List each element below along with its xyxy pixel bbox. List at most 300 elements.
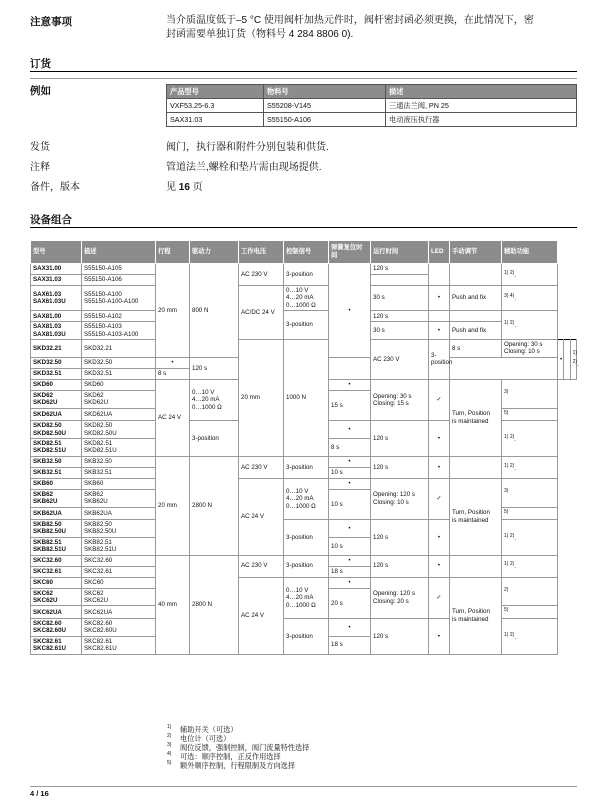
desc-line: SKB32.51 [84, 469, 112, 477]
notes-text: 管道法兰,螺栓和垫片需由现场提供. [166, 162, 322, 173]
desc-cell [82, 390, 156, 408]
desc-cell [82, 368, 156, 379]
desc-line: SKB62UA [84, 509, 112, 517]
signal-cell: 3-position [284, 618, 329, 654]
runtime-cell: 30 s [371, 286, 429, 311]
led-cell: ✓ [429, 577, 450, 618]
spring-cell: 20 s [329, 588, 371, 618]
aux-dot: . [514, 295, 517, 303]
model-line: SKB82.50 [33, 521, 62, 529]
signal-cell: 3-position [284, 311, 329, 340]
desc-line: SKC62U [84, 597, 109, 605]
spring-cell: • [329, 379, 371, 390]
runtime-cell: 120 s [190, 357, 239, 379]
table-row [31, 478, 577, 489]
desc-line: SKD32.51 [84, 370, 113, 378]
desc-line: S55150-A100-A100 [84, 298, 139, 306]
spring-cell: 10 s [329, 467, 371, 478]
model-cell [31, 311, 82, 322]
desc-line: SKB82.50 [84, 521, 112, 529]
desc-cell [82, 357, 156, 368]
desc-line: SKC62UA [84, 608, 113, 616]
aux-cell [502, 379, 558, 408]
led-cell [429, 264, 450, 286]
model-cell [31, 408, 82, 420]
signal-cell: 3-position [190, 421, 239, 457]
desc-line: SKD82.50U [84, 429, 117, 437]
model-cell [31, 606, 82, 618]
model-cell [31, 340, 82, 358]
desc-cell [82, 275, 156, 286]
led-cell [429, 311, 450, 322]
aux-dot: . [514, 271, 517, 279]
desc-line: S55150-A103 [84, 323, 122, 331]
model-line: SAX81.03U [33, 330, 66, 338]
device-table [30, 240, 577, 655]
model-cell [31, 636, 82, 654]
desc-cell [82, 379, 156, 390]
desc-line: SKC82.60 [84, 619, 113, 627]
cell-line: Turn, Position [452, 410, 490, 418]
runtime-cell: 120 s [371, 520, 429, 556]
desc-line: SKB62U [84, 498, 108, 506]
model-line: SKB32.51 [33, 469, 62, 477]
led-cell: ✓ [429, 379, 450, 420]
desc-cell [82, 478, 156, 489]
model-line: SKD60 [33, 381, 53, 389]
combinations-rule [30, 227, 577, 228]
signal-cell [284, 478, 329, 519]
cell-line: Closing: 10 s [504, 348, 540, 356]
aux-cell [502, 311, 558, 340]
model-line: SKC82.60U [33, 627, 67, 635]
cell-line: Opening: 30 s [373, 392, 412, 400]
cell-line: is maintained [452, 516, 489, 524]
spring-cell: • [329, 478, 371, 489]
aux-cell [502, 264, 558, 286]
runtime-cell [371, 275, 429, 286]
desc-line: SKD62UA [84, 410, 113, 418]
led-cell: ✓ [429, 478, 450, 519]
col-runtime: 运行时间 [371, 241, 429, 264]
desc-line: S55150-A103-A100 [84, 330, 139, 338]
led-cell: • [429, 286, 450, 311]
spring-cell: • [329, 456, 371, 467]
desc-line: S55150-A102 [84, 312, 122, 320]
table-row [31, 340, 577, 358]
runtime-cell [371, 577, 429, 618]
desc-line: SKB82.51U [84, 546, 117, 554]
led-cell: • [429, 618, 450, 654]
aux-cell [502, 286, 558, 311]
desc-cell [82, 489, 156, 507]
table-cell: 三通法兰阀, PN 25 [386, 99, 577, 113]
desc-cell [82, 636, 156, 654]
desc-line: SKC82.61U [84, 645, 117, 653]
model-line: SKD32.21 [33, 344, 62, 352]
model-line: SAX31.03 [33, 276, 62, 284]
desc-line: SKB32.50 [84, 458, 112, 466]
signal-cell [284, 286, 329, 311]
desc-line: SKD82.51 [84, 439, 113, 447]
led-cell: • [558, 340, 564, 380]
led-cell: • [429, 520, 450, 556]
model-cell [31, 478, 82, 489]
desc-line: SKB82.50U [84, 528, 117, 536]
aux-footnote-ref: 1) 2) [572, 349, 578, 366]
aux-footnote-ref: 1) 2) [504, 532, 515, 539]
model-cell [31, 467, 82, 478]
desc-line: SKC62 [84, 589, 104, 597]
model-line: SKB60 [33, 480, 53, 488]
aux-dot: . [514, 633, 517, 641]
runtime-cell [371, 379, 429, 420]
model-cell [31, 421, 82, 439]
spring-cell: 10 s [329, 537, 371, 555]
desc-cell [82, 507, 156, 519]
desc-cell [82, 421, 156, 439]
ordering-table [166, 84, 577, 127]
stroke-cell: 20 mm [156, 264, 190, 358]
footnote-text: 辅助开关（可选） [180, 725, 238, 734]
desc-cell [82, 408, 156, 420]
device-header-row [31, 241, 577, 264]
runtime-cell: 120 s [371, 456, 429, 478]
analog-signal-line: 4…20 mA [286, 594, 314, 602]
desc-line: S55150-A100 [84, 290, 122, 298]
aux-footnote-ref: 1) 2) [504, 433, 515, 440]
aux-footnote-ref: 2) [504, 586, 509, 593]
footnote-number: 5) [167, 760, 172, 766]
signal-cell [190, 379, 239, 420]
page-number: 4 / 16 [30, 789, 49, 798]
voltage-cell: AC 230 V [239, 456, 284, 478]
signal-cell: 3-position [284, 264, 329, 286]
led-cell: • [429, 555, 450, 577]
aux-dot: . [514, 464, 517, 472]
table-cell: SAX31.03 [167, 113, 264, 127]
analog-signal-line: 0…1000 Ω [286, 502, 316, 510]
desc-cell [82, 588, 156, 606]
spring-cell: 8 s [329, 438, 371, 456]
manual-cell [450, 264, 502, 286]
aux-cell [502, 408, 558, 420]
delivery-text: 阀门，执行器和附件分别包装和供货. [166, 142, 329, 153]
table-row [31, 264, 577, 275]
cell-line: Opening: 120 s [373, 491, 415, 499]
spring-cell: • [329, 577, 371, 588]
col-signal: 控制信号 [284, 241, 329, 264]
cell-line: Turn, Position [452, 608, 490, 616]
aux-footnote-ref: 1) 2) [504, 631, 515, 638]
col-model: 型号 [31, 241, 82, 264]
led-cell: • [429, 456, 450, 478]
desc-cell [82, 456, 156, 467]
desc-line: S55150-A105 [84, 265, 122, 273]
model-cell [31, 357, 82, 368]
model-cell [31, 368, 82, 379]
analog-signal-line: 0…1000 Ω [192, 403, 222, 411]
model-line: SKC82.61 [33, 637, 62, 645]
desc-line: SKD60 [84, 381, 104, 389]
spring-cell: 15 s [329, 390, 371, 420]
col-manual: 手动调节 [450, 241, 502, 264]
model-line: SKD32.51 [33, 370, 62, 378]
model-line: SKD62UA [33, 410, 62, 418]
desc-line: SKD32.50 [84, 359, 113, 367]
model-line: SKD82.50U [33, 429, 67, 437]
voltage-cell: AC 24 V [239, 478, 284, 555]
notice-text [166, 14, 576, 42]
model-line: SKB62U [33, 498, 58, 506]
cell-line: Closing: 10 s [373, 498, 409, 506]
voltage-cell: AC 24 V [156, 379, 190, 456]
model-line: SAX81.03 [33, 323, 62, 331]
desc-line: SKC32.60 [84, 556, 113, 564]
runtime-cell [502, 340, 558, 358]
table-row [31, 286, 577, 311]
cell-line: Turn, Position [452, 509, 490, 517]
analog-signal-line: 0…10 V [286, 287, 309, 294]
aux-footnote-ref: 5) [504, 607, 509, 614]
ordering-col-material: 物料号 [264, 85, 386, 99]
model-line: SKB32.50 [33, 458, 62, 466]
footnote-number: 2) [167, 733, 172, 739]
manual-cell [450, 577, 502, 654]
model-line: SKD82.51 [33, 439, 62, 447]
model-line: SKC82.60 [33, 619, 62, 627]
cell-line: is maintained [452, 615, 489, 623]
model-line: SKC32.61 [33, 567, 62, 575]
cell-line: is maintained [452, 417, 489, 425]
model-cell [31, 618, 82, 636]
desc-cell [82, 566, 156, 577]
model-cell [31, 537, 82, 555]
manual-cell: Push and fix [450, 322, 502, 340]
table-cell: VXF53.25-6.3 [167, 99, 264, 113]
led-cell: • [429, 421, 450, 457]
aux-cell [502, 478, 558, 507]
aux-cell [502, 555, 558, 577]
desc-cell [82, 340, 156, 358]
combinations-heading: 设备组合 [30, 214, 72, 226]
model-cell [31, 438, 82, 456]
footnote-number: 3) [167, 742, 172, 748]
model-cell [31, 275, 82, 286]
aux-cell [502, 507, 558, 519]
model-line: SKB82.51U [33, 546, 67, 554]
signal-cell: 3-position [284, 520, 329, 556]
model-line: SAX81.00 [33, 312, 62, 320]
model-line: SKC60 [33, 578, 53, 586]
spares-text: 见 16 页 [166, 182, 203, 193]
model-cell [31, 322, 82, 340]
col-voltage: 工作电压 [239, 241, 284, 264]
desc-line: SKC82.60U [84, 627, 117, 635]
desc-cell [82, 467, 156, 478]
model-cell [31, 507, 82, 519]
desc-line: SKC32.61 [84, 567, 113, 575]
desc-line: SKB82.51 [84, 538, 112, 546]
col-spring: 弹簧复位时间 [329, 241, 371, 264]
table-cell: S55150-A106 [264, 113, 386, 127]
aux-dot: . [514, 563, 517, 571]
ordering-col-desc: 描述 [386, 85, 577, 99]
ordering-rule [30, 71, 577, 72]
example-label: 例如 [30, 85, 51, 97]
desc-cell [82, 555, 156, 566]
aux-footnote-ref: 5) [504, 508, 509, 515]
spring-cell: • [329, 520, 371, 538]
manual-cell [450, 456, 502, 478]
desc-cell [82, 520, 156, 538]
notice-label: 注意事项 [30, 16, 72, 28]
table-row [167, 99, 577, 113]
voltage-cell: AC 24 V [239, 577, 284, 654]
footnote-text: 阀位反馈，强制控制，阀门流量特性选择 [180, 743, 310, 752]
cell-line: Closing: 20 s [373, 597, 409, 605]
manual-cell [450, 555, 502, 577]
model-line: SKB82.51 [33, 538, 62, 546]
manual-cell [450, 379, 502, 456]
model-line: SKC62U [33, 597, 58, 605]
ordering-header-row [167, 85, 577, 99]
table-row [31, 577, 577, 588]
spring-cell: • [329, 421, 371, 439]
table-row [31, 311, 577, 322]
desc-line: SKC60 [84, 578, 104, 586]
model-line: SAX61.03U [33, 298, 66, 306]
manual-cell [450, 478, 502, 555]
notes-label: 注释 [30, 162, 50, 173]
table-row [31, 555, 577, 566]
aux-cell [502, 606, 558, 618]
model-cell [31, 566, 82, 577]
desc-cell [82, 537, 156, 555]
desc-cell [82, 438, 156, 456]
voltage-cell: AC/DC 24 V [239, 286, 284, 340]
model-cell [31, 520, 82, 538]
model-line: SAX61.03 [33, 290, 62, 298]
desc-cell [82, 606, 156, 618]
cell-line: Closing: 15 s [373, 399, 409, 407]
signal-cell: 3-position [284, 456, 329, 478]
model-cell [31, 456, 82, 467]
model-cell [31, 390, 82, 408]
spares-label: 备件，版本 [30, 182, 80, 193]
table-cell: S55208-V145 [264, 99, 386, 113]
col-stroke: 行程 [156, 241, 190, 264]
spring-cell: • [156, 357, 190, 368]
col-desc: 描述 [82, 241, 156, 264]
aux-cell [502, 421, 558, 457]
spring-cell: 10 s [329, 489, 371, 519]
aux-dot: . [514, 534, 517, 542]
aux-footnote-ref: 1) 2) [504, 320, 515, 327]
model-line: SAX31.00 [33, 265, 62, 273]
desc-cell [82, 322, 156, 340]
model-line: SKC32.60 [33, 556, 62, 564]
spring-cell: • [329, 264, 371, 358]
spring-cell: 8 s [156, 368, 190, 379]
desc-line: SKD62U [84, 399, 109, 407]
aux-footnote-ref: 5) [504, 409, 509, 416]
footnote-text: 额外顺序控制，行程限制及方向选择 [180, 761, 296, 770]
table-row [31, 456, 577, 467]
desc-cell [82, 286, 156, 311]
desc-line: SKB60 [84, 480, 104, 488]
analog-signal-line: 0…10 V [192, 388, 215, 396]
model-line: SKD62U [33, 399, 58, 407]
aux-footnote-ref: 3) 4) [504, 293, 515, 300]
force-cell: 2800 N [190, 456, 239, 555]
model-line: SKC82.61U [33, 645, 67, 653]
desc-line: SKD32.21 [84, 344, 113, 352]
stroke-cell: 20 mm [239, 340, 284, 457]
footnote-text: 电位计（可选） [180, 734, 231, 743]
footer-rule [30, 786, 577, 787]
ordering-col-type: 产品型号 [167, 85, 264, 99]
model-line: SKB62 [33, 490, 53, 498]
signal-cell: 3-position [284, 555, 329, 577]
desc-line: SKB62 [84, 490, 104, 498]
aux-dot: . [514, 322, 517, 330]
desc-line: SKD62 [84, 391, 104, 399]
led-cell: • [429, 322, 450, 340]
model-cell [31, 577, 82, 588]
model-line: SKD62 [33, 391, 53, 399]
spring-cell: 18 s [329, 566, 371, 577]
table-cell: 电动液压执行器 [386, 113, 577, 127]
aux-cell [502, 520, 558, 556]
aux-dot: . [514, 435, 517, 443]
stroke-cell: 20 mm [156, 456, 190, 555]
model-line: SKC62 [33, 589, 53, 597]
model-cell [31, 588, 82, 606]
col-aux: 辅助功能 [502, 241, 558, 264]
desc-cell [82, 618, 156, 636]
force-cell: 2800 N [190, 555, 239, 654]
runtime-cell: 120 s [371, 421, 429, 457]
cell-line: Opening: 30 s [504, 341, 543, 349]
table-row [167, 113, 577, 127]
aux-footnote-ref: 3) [504, 389, 509, 396]
analog-signal-line: 4…20 mA [286, 294, 314, 302]
runtime-cell: 120 s [371, 264, 429, 275]
runtime-cell [371, 478, 429, 519]
runtime-cell: 30 s [371, 322, 429, 340]
model-line: SKB62UA [33, 509, 62, 517]
col-led: LED [429, 241, 450, 264]
force-cell: 800 N [190, 264, 239, 358]
aux-dot: . [577, 361, 579, 369]
aux-footnote-ref: 1) 2) [504, 462, 515, 469]
cell-line: Opening: 120 s [373, 590, 415, 598]
analog-signal-line: 4…20 mA [286, 495, 314, 503]
model-cell [31, 264, 82, 275]
spring-cell: • [329, 555, 371, 566]
footnote-number: 4) [167, 751, 172, 757]
model-cell [31, 379, 82, 390]
analog-signal-line: 0…10 V [286, 487, 309, 495]
aux-cell [570, 340, 579, 380]
manual-cell: Push and fix [450, 286, 502, 311]
model-line: SKD32.50 [33, 359, 62, 367]
desc-cell [82, 311, 156, 322]
desc-cell [82, 577, 156, 588]
footnote-number: 1) [167, 724, 172, 730]
spring-cell: • [329, 618, 371, 636]
